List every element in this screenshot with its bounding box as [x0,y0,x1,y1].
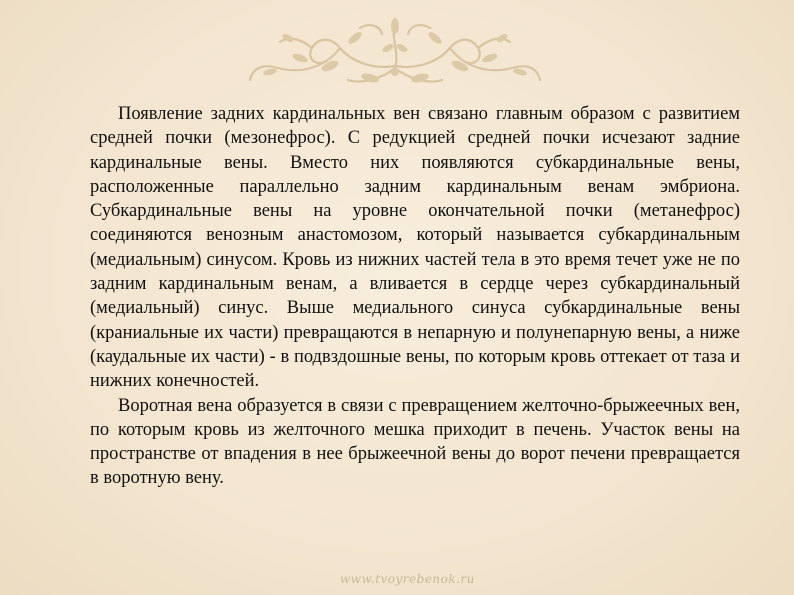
watermark: www.tvoyrebenok.ru [340,572,475,586]
paragraph-portal-vein: Воротная вена образуется в связи с превращением желточно-брыжеечных вен, по которым кровь из желточного мешка приходит в печень. Участок вены на пространстве от впадения в нее брыжеечной вены до ворот печени превращается в воротную вену. [90,395,740,489]
floral-ornament-icon [230,8,560,103]
text-block [90,102,740,491]
paragraph-cardinal-veins: Появление задних кардинальных вен связано главным образом с развитием средней почки (мезонефрос). С редукцией средней почки исчезают задние кардинальные вены. Вместо них появляются субкардинальные вены, расположенные параллельно задним кардинальным венам эмбриона. Субкардинальные вены на уровне окончательной почки (метанефрос) соединяются венозным анастомозом, который называется субкардинальным (медиальным) синусом. Кровь из нижних частей тела в это время течет уже не по задним кардинальным венам, а вливается в сердце через субкардинальный (медиальный) синус. Выше медиального синуса субкардинальные вены (краниальные их части) превращаются в непарную и полунепарную вены, а ниже (каудальные их части) - в подвздошные вены, по которым кровь оттекает от таза и нижних конечностей. [90,104,740,392]
